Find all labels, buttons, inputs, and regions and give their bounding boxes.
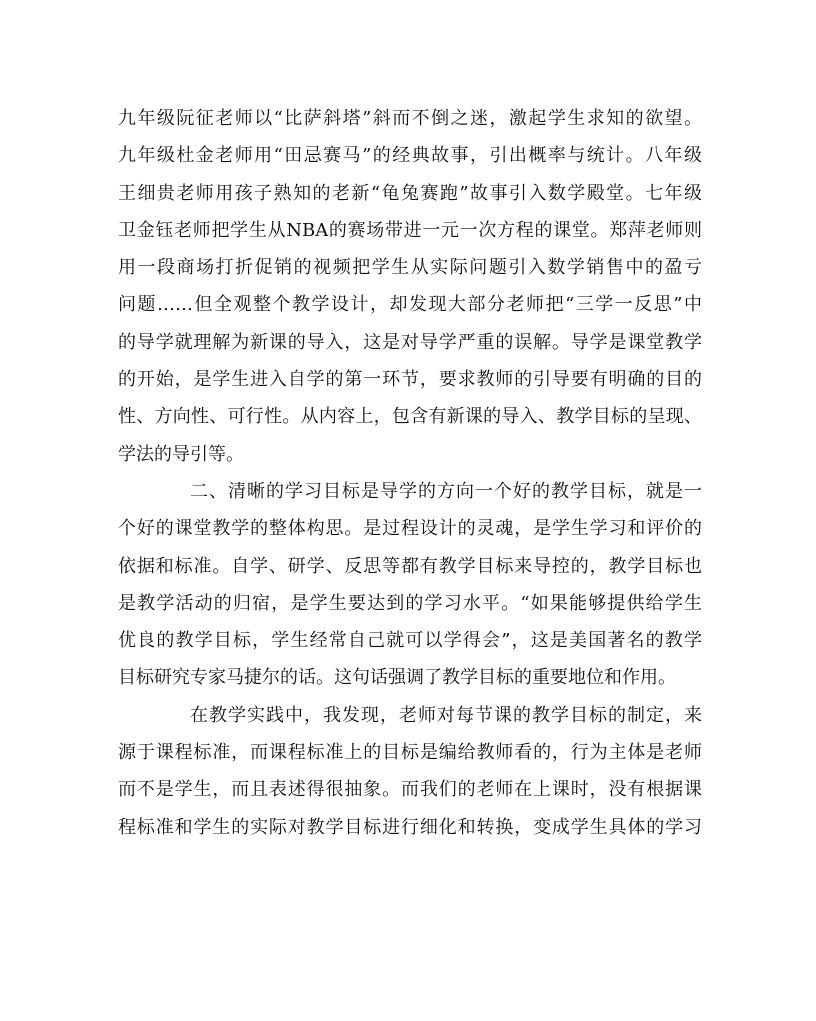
paragraph-line: 学法的导引等。 bbox=[118, 443, 244, 465]
paragraph-line: 用一段商场打折促销的视频把学生从实际问题引入数学销售中的盈亏 bbox=[118, 257, 702, 279]
paragraph-line: 的导学就理解为新课的导入，这是对导学严重的误解。导学是课堂教学 bbox=[118, 331, 702, 353]
paragraph-line: 性、方向性、可行性。从内容上，包含有新课的导入、教学目标的呈现、 bbox=[118, 406, 702, 428]
paragraph-3 bbox=[118, 697, 702, 846]
paragraph-line: 问题……但全观整个教学设计，却发现大部分老师把“三学一反思”中 bbox=[118, 294, 702, 316]
paragraph-2 bbox=[118, 473, 702, 697]
paragraph-line: 目标研究专家马捷尔的话。这句话强调了教学目标的重要地位和作用。 bbox=[118, 667, 676, 689]
paragraph-line: 卫金钰老师把学生从NBA的赛场带进一元一次方程的课堂。郑萍老师则 bbox=[118, 219, 702, 241]
paragraph-line: 二、清晰的学习目标是导学的方向一个好的教学目标，就是一 bbox=[190, 480, 702, 502]
paragraph-line: 在教学实践中，我发现，老师对每节课的教学目标的制定，来 bbox=[190, 704, 702, 726]
paragraph-line: 程标准和学生的实际对教学目标进行细化和转换，变成学生具体的学习 bbox=[118, 816, 702, 838]
document-body bbox=[118, 100, 702, 846]
paragraph-line: 个好的课堂教学的整体构思。是过程设计的灵魂，是学生学习和评价的 bbox=[118, 518, 702, 540]
paragraph-line: 依据和标准。自学、研学、反思等都有教学目标来导控的，教学目标也 bbox=[118, 555, 702, 577]
paragraph-line: 是教学活动的归宿，是学生要达到的学习水平。“如果能够提供给学生 bbox=[118, 592, 702, 614]
paragraph-line: 九年级杜金老师用“田忌赛马”的经典故事，引出概率与统计。八年级 bbox=[118, 145, 702, 167]
paragraph-line: 王细贵老师用孩子熟知的老新“龟兔赛跑”故事引入数学殿堂。七年级 bbox=[118, 182, 702, 204]
paragraph-line: 而不是学生，而且表述得很抽象。而我们的老师在上课时，没有根据课 bbox=[118, 779, 702, 801]
paragraph-line: 的开始，是学生进入自学的第一环节，要求教师的引导要有明确的目的 bbox=[118, 369, 702, 391]
paragraph-line: 优良的教学目标，学生经常自己就可以学得会”，这是美国著名的教学 bbox=[118, 630, 702, 652]
paragraph-line: 九年级阮征老师以“比萨斜塔”斜而不倒之迷，激起学生求知的欲望。 bbox=[118, 108, 702, 129]
paragraph-1 bbox=[118, 100, 702, 473]
paragraph-line: 源于课程标准，而课程标准上的目标是编给教师看的，行为主体是老师 bbox=[118, 742, 702, 764]
